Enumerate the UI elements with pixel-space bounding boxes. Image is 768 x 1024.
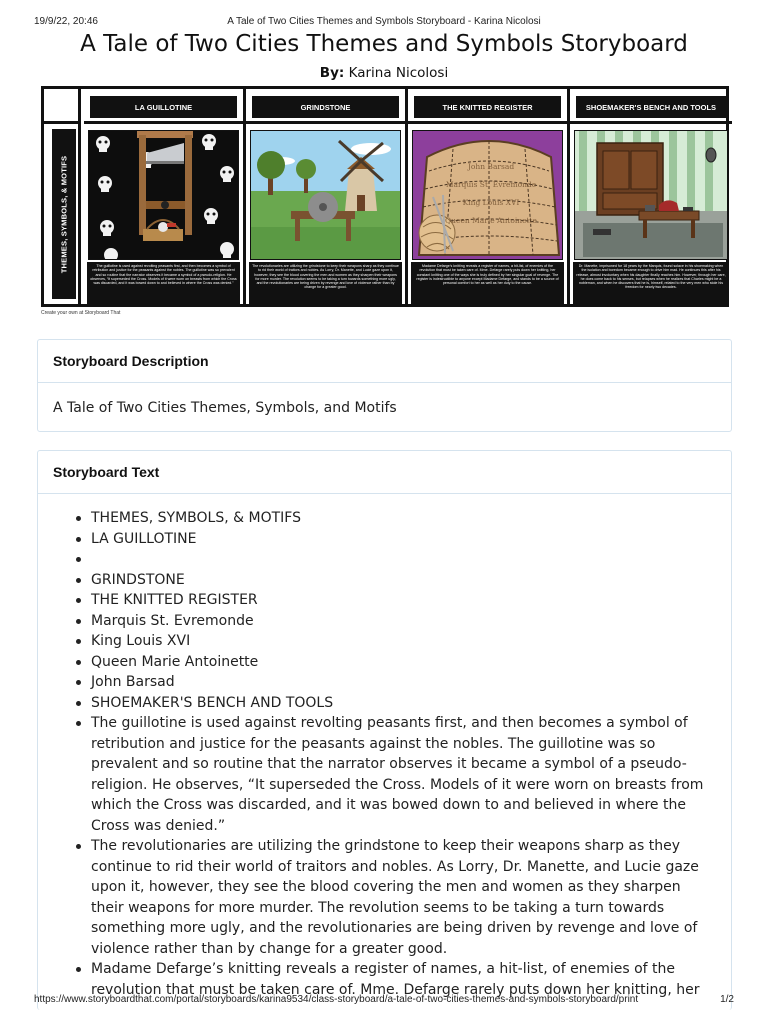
description-text: A Tale of Two Cities Themes, Symbols, and Motifs: [53, 399, 397, 416]
list-item: LA GUILLOTINE: [91, 529, 712, 550]
byline: [0, 65, 768, 81]
list-item: The guillotine is used against revolting peasants first, and then becomes a symbol of retribution and justice for the peasants against the nobles. The guillotine was so prevalent and so routine that the narrator observes it became a symbol of a pseudo-religion. He observes, “It superseded the Cross. Models of it were worn on breasts from which the Cross was discarded, and it was bowed down to and believed in where the Cross was denied.”: [91, 713, 712, 836]
column-caption: Madame Defarge’s knitting reveals a register of names, a hit-list, of enemies of the revolution that must be taken care of. Mme. Defarge rarely puts down her knitting, her constant knitting one of the ways she is truly defined by her singular goal of revenge. The register is indestructible to anyone except Madame Defarge, and stands to be a source of personal comfort to her as well as her duty to the cause.: [411, 262, 564, 304]
storyboard-description-card: [37, 339, 732, 432]
list-item: King Louis XVI: [91, 631, 712, 652]
shoemaker-scene-image: [574, 130, 728, 260]
storyboard-column-shoemaker: [570, 89, 732, 307]
column-title: THE KNITTED REGISTER: [414, 96, 561, 118]
register-name: Marquis St. Evremonde: [445, 180, 537, 189]
author-name: Karina Nicolosi: [348, 65, 449, 81]
list-item: THE KNITTED REGISTER: [91, 590, 712, 611]
list-item: [91, 549, 712, 570]
print-page-title: A Tale of Two Cities Themes and Symbols Storyboard - Karina Nicolosi: [227, 16, 541, 27]
list-item: THEMES, SYMBOLS, & MOTIFS: [91, 508, 712, 529]
document-title: A Tale of Two Cities Themes and Symbols Storyboard: [80, 31, 688, 57]
guillotine-scene-image: [88, 130, 239, 260]
list-item: The revolutionaries are utilizing the grindstone to keep their weapons sharp as they continue to rid their world of traitors and nobles. As Lorry, Dr. Manette, and Lucie gaze upon it, however, they see the blood covering the men and women as they sharpen their weapons for more murder. The revolution seems to be taking a turn towards something more ugly, and the revolutionaries are being driven by revenge and love of violence rather than by change for a greater good.: [91, 836, 712, 959]
storyboard-column-grindstone: [246, 89, 408, 307]
register-name: King Louis XVI: [462, 198, 520, 207]
list-item: Queen Marie Antoinette: [91, 652, 712, 673]
list-item: Madame Defarge’s knitting reveals a register of names, a hit-list, of enemies of the revolution that must be taken care of. Mme. Defarge rarely puts down her knitting, her: [91, 959, 712, 1000]
column-caption: Dr. Manette, imprisoned for 18 years by the Marquis, found solace in his shoemaking when the isolation and boredom became enough to drive him mad. He continues this after his release, almost involuntary when his daughter finally reaches him. However, through her care, he does come back to his senses, but relapses when he realizes that Charles might be a nobleman, and when he discovers that he is, himself, related to the very men who stole his freedom for nearly two decades.: [573, 262, 729, 304]
print-date: 19/9/22, 20:46: [34, 16, 98, 27]
list-item: GRINDSTONE: [91, 570, 712, 591]
card-heading: Storyboard Text: [38, 451, 731, 494]
list-item: SHOEMAKER'S BENCH AND TOOLS: [91, 693, 712, 714]
card-heading: Storyboard Description: [38, 340, 731, 383]
storyboard-row-header: [44, 124, 81, 307]
storyboard-text-card: [37, 450, 732, 1010]
print-url: https://www.storyboardthat.com/portal/storyboards/karina9534/class-storyboard/a-tale-of-two-cities-themes-and-symbols-storyboard/print: [34, 994, 639, 1005]
page-number: 1/2: [720, 994, 734, 1005]
knitted-register-scene-image: [412, 130, 563, 260]
list-item: Marquis St. Evremonde: [91, 611, 712, 632]
column-title: LA GUILLOTINE: [90, 96, 237, 118]
storyboard-credit: Create your own at Storyboard That: [41, 310, 121, 316]
register-name: Queen Marie Antoinette: [445, 216, 537, 225]
list-item: John Barsad: [91, 672, 712, 693]
row-label: THEMES, SYMBOLS, & MOTIFS: [59, 155, 69, 273]
storyboard-column-guillotine: [84, 89, 246, 307]
column-caption: The guillotine is used against revolting peasants first, and then becomes a symbol of retribution and justice for the peasants against the nobles. The guillotine was so prevalent and so routine that the narrator observes it became a symbol of a pseudo-religion. He observes, “It superseded the Cross. Models of it were worn on breasts from which the Cross was discarded, and it was bowed down to and believed in where the Cross was denied.”: [87, 262, 240, 304]
grindstone-scene-image: [250, 130, 401, 260]
storyboard-grid: [41, 86, 729, 307]
column-title: GRINDSTONE: [252, 96, 399, 118]
register-name: John Barsad: [467, 162, 515, 171]
column-title: SHOEMAKER'S BENCH AND TOOLS: [576, 96, 726, 118]
print-footer: [34, 994, 734, 1008]
storyboard-corner-cell: [44, 89, 81, 124]
column-caption: The revolutionaries are utilizing the grindstone to keep their weapons sharp as they continue to rid their world of traitors and nobles. As Lorry, Dr. Manette, and Lucie gaze upon it, however, they see the blood covering the men and women as they sharpen their weapons for more murder. The revolution seems to be taking a turn towards something more ugly, and the revolutionaries are being driven by revenge and love of violence rather than by change for a greater good.: [249, 262, 402, 304]
by-label: By:: [319, 65, 345, 81]
storyboard-text-list: [53, 508, 716, 1000]
row-label-box: [52, 129, 76, 299]
cabinet-icon: [597, 143, 663, 215]
print-header: [34, 16, 734, 30]
storyboard-column-knitted-register: [408, 89, 570, 307]
